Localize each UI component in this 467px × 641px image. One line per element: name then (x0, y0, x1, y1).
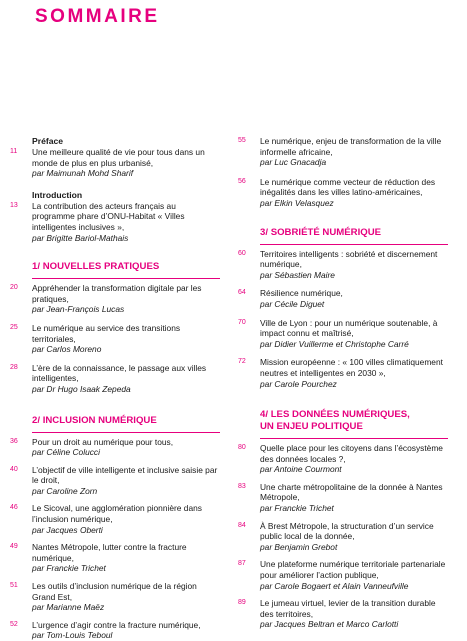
entry-author: par Elkin Velasquez (260, 197, 334, 208)
entry-title: Appréhender la transformation digitale par les pratiques, (32, 283, 202, 304)
page-number: 40 (10, 465, 18, 473)
entry-title: Le Sicoval, une agglomération pionnière dans l’inclusion numérique, (32, 503, 202, 525)
toc-entry[interactable] (10, 323, 220, 355)
toc-entry[interactable] (238, 559, 448, 591)
toc-entry[interactable] (10, 620, 220, 641)
entry-title: Pour un droit au numérique pour tous, (32, 436, 174, 447)
page-number: 84 (238, 521, 246, 529)
toc-entry[interactable] (10, 201, 220, 243)
section-title: NOUVELLES PRATIQUES (42, 261, 160, 273)
page-number: 28 (10, 363, 18, 371)
entry-title: La contribution des acteurs français au programme phare d’ONU-Habitat « Villes intelligentes inclusives », (32, 200, 185, 232)
entry-author: par Maimunah Mohd Sharif (32, 168, 134, 179)
section-number: 2/ (32, 414, 41, 426)
page-number: 25 (10, 323, 18, 331)
toc-entry[interactable] (10, 542, 220, 574)
section-number: 1/ (32, 261, 41, 273)
entry-author: par Sébastien Maire (260, 269, 335, 280)
entry-title: Nantes Métropole, lutter contre la fracture numérique, (32, 542, 187, 563)
section-title: SOBRIÉTÉ NUMÉRIQUE (270, 226, 382, 238)
entry-title: Une charte métropolitaine de la donnée à Nantes Métropole, (260, 481, 443, 503)
page-number: 87 (238, 560, 246, 568)
toc-entry[interactable] (238, 521, 448, 553)
entry-author: par Benjamin Grebot (260, 541, 338, 552)
introduction-heading: Introduction (32, 189, 83, 200)
page-number: 46 (10, 504, 18, 512)
toc-entry[interactable] (238, 482, 448, 514)
page-number: 56 (238, 177, 246, 185)
entry-author: par Didier Vuillerme et Christophe Carré (260, 338, 409, 349)
page-number: 64 (238, 289, 246, 297)
entry-title: Mission européenne : « 100 villes climatiquement neutres et intelligentes en 2030 », (260, 357, 443, 378)
entry-author: par Jean-François Lucas (32, 304, 125, 315)
toc-entry[interactable] (238, 136, 448, 168)
entry-title: Résilience numérique, (260, 288, 343, 299)
entry-author: par Cécile Diguet (260, 298, 325, 309)
toc-right-column (238, 136, 448, 630)
entry-author: par Jacques Beltran et Marco Carlotti (260, 619, 399, 630)
entry-title: Une meilleure qualité de vie pour tous dans un monde de plus en plus urbanisé, (32, 147, 205, 168)
page-number: 80 (238, 444, 246, 452)
page-number: 36 (10, 437, 18, 445)
toc-entry[interactable] (238, 443, 448, 475)
page-number: 72 (238, 358, 246, 366)
page-number: 89 (238, 599, 246, 607)
section-number: 4/ (260, 409, 269, 421)
entry-author: par Brigitte Bariol-Mathais (32, 232, 129, 243)
preface-heading: Préface (32, 136, 64, 146)
entry-author: par Carole Bogaert et Alain Vanneufville (260, 580, 409, 591)
entry-title: Le jumeau virtuel, levier de la transition durable des territoires, (260, 598, 436, 619)
page-number: 51 (10, 582, 18, 590)
page-number: 52 (10, 620, 18, 628)
section-title-line2: UN ENJEU POLITIQUE (260, 421, 363, 433)
page-number: 20 (10, 284, 18, 292)
entry-title: Une plateforme numérique territoriale partenariale pour améliorer l’action publique, (260, 559, 446, 581)
page-number: 11 (10, 148, 18, 155)
toc-entry[interactable] (238, 357, 448, 389)
toc-entry[interactable] (10, 437, 220, 458)
page-number: 70 (238, 318, 246, 326)
page-number: 49 (10, 543, 18, 551)
entry-title: Le numérique comme vecteur de réduction des inégalités dans les villes latino-américaines, (260, 176, 436, 198)
page-number: 83 (238, 482, 246, 490)
page-number: 55 (238, 137, 246, 144)
toc-entry[interactable] (238, 177, 448, 209)
section-heading (10, 415, 220, 427)
section-heading (238, 409, 448, 421)
entry-author: par Dr Hugo Isaak Zepeda (32, 383, 131, 394)
entry-title: Quelle place pour les citoyens dans l’écosystème des données locales ?, (260, 443, 443, 464)
toc-entry[interactable] (238, 249, 448, 281)
toc-entry[interactable] (238, 598, 448, 630)
page-title: SOMMAIRE (35, 6, 160, 27)
toc-entry[interactable] (10, 283, 220, 315)
entry-title: L’objectif de ville intelligente et inclusive saisie par le droit, (32, 464, 218, 486)
toc-entry[interactable] (10, 363, 220, 395)
entry-author: par Tom-Louis Teboul (32, 630, 113, 641)
section-title: LES DONNÉES NUMÉRIQUES, (270, 409, 410, 421)
entry-title: L’urgence d’agir contre la fracture numérique, (32, 619, 201, 630)
page-number: 13 (10, 201, 18, 209)
entry-author: par Carole Pourchez (260, 378, 337, 389)
entry-title: L’ère de la connaissance, le passage aux villes intelligentes, (32, 362, 207, 384)
entry-title: Le numérique, enjeu de transformation de la ville informelle africaine, (260, 136, 442, 157)
entry-title: Territoires intelligents : sobriété et discernement numérique, (260, 248, 438, 270)
section-heading-line2 (238, 421, 448, 433)
entry-author: par Carlos Moreno (32, 344, 102, 355)
entry-title: Les outils d’inclusion numérique de la région Grand Est, (32, 581, 197, 602)
entry-author: par Antoine Courmont (260, 464, 342, 475)
entry-author: par Caroline Zorn (32, 485, 98, 496)
toc-entry[interactable] (238, 288, 448, 309)
toc-left-column (10, 136, 220, 641)
entry-author: par Jacques Oberti (32, 524, 103, 535)
toc-entry[interactable] (10, 465, 220, 497)
toc-entry[interactable] (238, 318, 448, 350)
section-number: 3/ (260, 226, 269, 238)
entry-title: Le numérique au service des transitions territoriales, (32, 322, 181, 344)
entry-title: Ville de Lyon : pour un numérique soutenable, à impact connu et maîtrisé, (260, 317, 438, 339)
entry-author: par Franckie Trichet (260, 503, 334, 514)
toc-entry[interactable] (10, 503, 220, 535)
entry-author: par Luc Gnacadja (260, 157, 327, 168)
toc-entry[interactable] (10, 147, 220, 179)
entry-author: par Marianne Maëz (32, 602, 105, 613)
entry-author: par Céline Colucci (32, 447, 100, 458)
section-title: INCLUSION NUMÉRIQUE (42, 414, 157, 426)
toc-entry[interactable] (10, 581, 220, 613)
section-heading (238, 227, 448, 239)
entry-author: par Franckie Trichet (32, 563, 106, 574)
page-number: 60 (238, 249, 246, 257)
entry-title: À Brest Métropole, la structuration d’un service public local de la donnée, (260, 520, 434, 542)
section-heading (10, 261, 220, 273)
